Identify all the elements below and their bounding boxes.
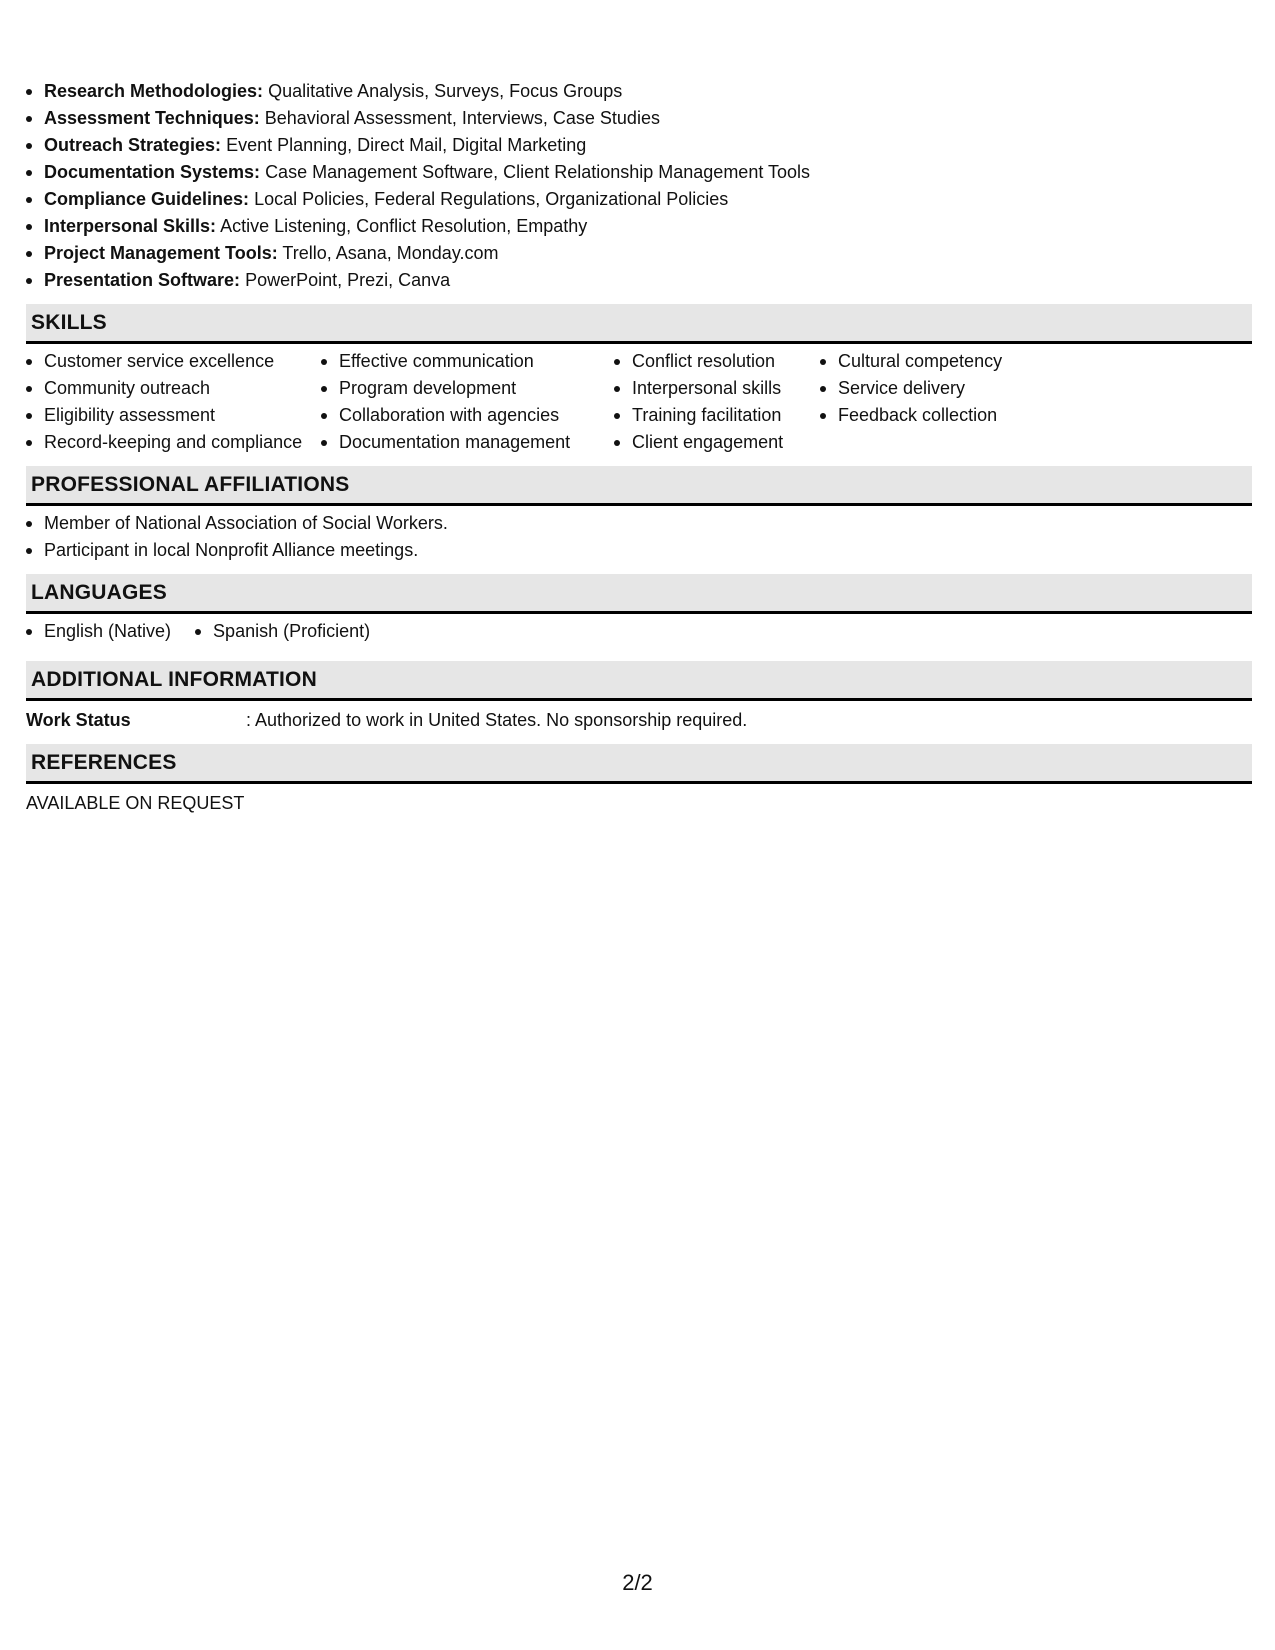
- bullet-icon: [26, 413, 32, 419]
- bullet-icon: [26, 278, 32, 284]
- bullet-icon: [26, 116, 32, 122]
- page-number: 2/2: [622, 1570, 653, 1595]
- skill-text: Record-keeping and compliance: [44, 432, 303, 452]
- bullet-icon: [26, 359, 32, 365]
- list-item: [614, 375, 820, 402]
- list-item: [26, 429, 321, 456]
- affiliations-list: [26, 510, 1252, 564]
- skill-text: Customer service excellence: [44, 351, 275, 371]
- bullet-icon: [26, 224, 32, 230]
- tech-value: Local Policies, Federal Regulations, Organizational Policies: [254, 189, 729, 209]
- affiliation-text: Participant in local Nonprofit Alliance meetings.: [44, 540, 419, 560]
- tech-value: Qualitative Analysis, Surveys, Focus Groups: [268, 81, 623, 101]
- skill-text: Documentation management: [339, 432, 571, 452]
- tech-label: Interpersonal Skills:: [44, 216, 217, 236]
- skill-text: Cultural competency: [838, 351, 1003, 371]
- skill-text: Training facilitation: [632, 405, 782, 425]
- affiliations-heading: PROFESSIONAL AFFILIATIONS: [26, 466, 1252, 506]
- skills-column: [321, 348, 614, 456]
- bullet-icon: [820, 413, 826, 419]
- tech-value: Case Management Software, Client Relationship Management Tools: [265, 162, 811, 182]
- bullet-icon: [195, 629, 201, 635]
- list-item: [614, 429, 820, 456]
- bullet-icon: [820, 386, 826, 392]
- languages-heading: LANGUAGES: [26, 574, 1252, 614]
- bullet-icon: [321, 440, 327, 446]
- list-item: [321, 375, 614, 402]
- technical-skills-list: [26, 78, 1252, 294]
- skill-text: Service delivery: [838, 378, 966, 398]
- tech-value: Behavioral Assessment, Interviews, Case Studies: [264, 108, 660, 128]
- bullet-icon: [26, 548, 32, 554]
- references-heading: REFERENCES: [26, 744, 1252, 784]
- list-item: [820, 348, 1070, 375]
- bullet-icon: [26, 629, 32, 635]
- bullet-icon: [614, 359, 620, 365]
- languages-list: [26, 618, 1252, 645]
- skill-text: Interpersonal skills: [632, 378, 782, 398]
- list-item: [820, 402, 1070, 429]
- list-item: [26, 186, 1252, 213]
- list-item: [321, 402, 614, 429]
- bullet-icon: [321, 413, 327, 419]
- bullet-icon: [26, 170, 32, 176]
- references-text: AVAILABLE ON REQUEST: [26, 793, 245, 813]
- list-item: [26, 375, 321, 402]
- bullet-icon: [26, 251, 32, 257]
- list-item: [26, 402, 321, 429]
- tech-value: Active Listening, Conflict Resolution, Empathy: [220, 216, 588, 236]
- tech-value: Event Planning, Direct Mail, Digital Marketing: [226, 135, 587, 155]
- skill-text: Conflict resolution: [632, 351, 776, 371]
- bullet-icon: [614, 440, 620, 446]
- list-item: [26, 510, 1252, 537]
- work-status-value: : Authorized to work in United States. No sponsorship required.: [246, 710, 748, 730]
- skill-text: Program development: [339, 378, 517, 398]
- language-text: Spanish (Proficient): [213, 621, 371, 641]
- tech-label: Research Methodologies:: [44, 81, 264, 101]
- list-item: [26, 132, 1252, 159]
- bullet-icon: [26, 89, 32, 95]
- tech-label: Project Management Tools:: [44, 243, 278, 263]
- list-item: [614, 402, 820, 429]
- work-status-label: Work Status: [26, 710, 131, 730]
- bullet-icon: [820, 359, 826, 365]
- additional-info-heading: ADDITIONAL INFORMATION: [26, 661, 1252, 701]
- list-item: [195, 618, 370, 645]
- list-item: [26, 240, 1252, 267]
- resume-page: [26, 78, 1252, 817]
- skills-column: [614, 348, 820, 456]
- list-item: [26, 213, 1252, 240]
- tech-label: Assessment Techniques:: [44, 108, 260, 128]
- language-text: English (Native): [44, 621, 172, 641]
- list-item: [614, 348, 820, 375]
- list-item: [26, 78, 1252, 105]
- skills-column: [26, 348, 321, 456]
- skill-text: Client engagement: [632, 432, 784, 452]
- list-item: [26, 105, 1252, 132]
- list-item: [26, 537, 1252, 564]
- bullet-icon: [26, 386, 32, 392]
- list-item: [321, 429, 614, 456]
- tech-label: Documentation Systems:: [44, 162, 261, 182]
- skills-grid: [26, 348, 1252, 456]
- tech-label: Compliance Guidelines:: [44, 189, 250, 209]
- bullet-icon: [26, 197, 32, 203]
- list-item: [26, 267, 1252, 294]
- list-item: [26, 159, 1252, 186]
- bullet-icon: [321, 386, 327, 392]
- skill-text: Community outreach: [44, 378, 211, 398]
- bullet-icon: [26, 143, 32, 149]
- tech-label: Presentation Software:: [44, 270, 241, 290]
- bullet-icon: [614, 413, 620, 419]
- tech-value: Trello, Asana, Monday.com: [282, 243, 499, 263]
- tech-value: PowerPoint, Prezi, Canva: [245, 270, 451, 290]
- list-item: [26, 348, 321, 375]
- skills-column: [820, 348, 1070, 456]
- bullet-icon: [321, 359, 327, 365]
- list-item: [820, 375, 1070, 402]
- list-item: [26, 618, 171, 645]
- bullet-icon: [614, 386, 620, 392]
- skills-heading: SKILLS: [26, 304, 1252, 344]
- bullet-icon: [26, 521, 32, 527]
- work-status-row: [26, 707, 1252, 734]
- skill-text: Collaboration with agencies: [339, 405, 560, 425]
- skill-text: Effective communication: [339, 351, 534, 371]
- bullet-icon: [26, 440, 32, 446]
- affiliation-text: Member of National Association of Social Workers.: [44, 513, 448, 533]
- list-item: [321, 348, 614, 375]
- tech-label: Outreach Strategies:: [44, 135, 222, 155]
- skill-text: Eligibility assessment: [44, 405, 216, 425]
- skill-text: Feedback collection: [838, 405, 998, 425]
